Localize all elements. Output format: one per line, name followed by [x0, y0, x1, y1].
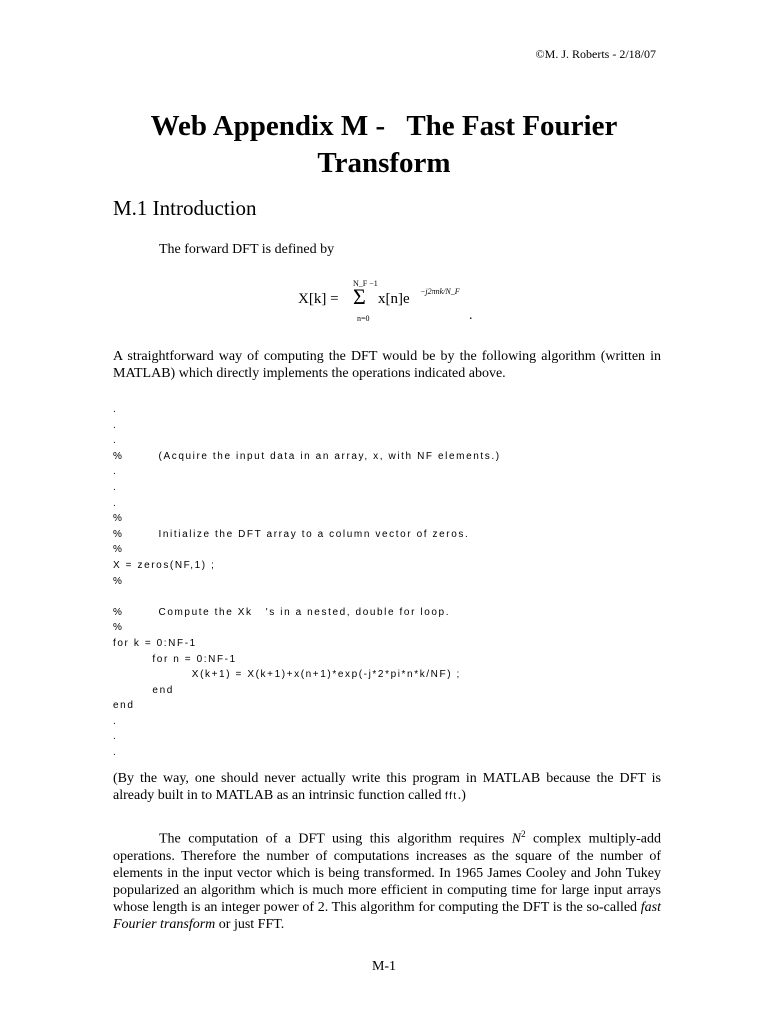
- code-line: .: [113, 435, 118, 447]
- formula-sigma: Σ: [353, 284, 366, 309]
- code-line: %: [113, 513, 124, 525]
- page-number: M-1: [371, 959, 397, 974]
- title-line-1: Web Appendix M - The Fast Fourier: [150, 110, 618, 142]
- code-line: % Compute the Xk 's in a nested, double for loop.: [113, 606, 451, 618]
- para2-text-after: .): [457, 788, 466, 803]
- title-line-2: Transform: [317, 147, 451, 179]
- code-line: .: [113, 466, 118, 478]
- fft-emphasis: fast Fourier transform: [113, 899, 661, 932]
- code-line: .: [113, 481, 118, 493]
- code-line: .: [113, 404, 118, 415]
- code-line: .: [113, 715, 118, 727]
- code-line: %: [113, 575, 124, 587]
- paragraph-by-the-way: [113, 770, 661, 805]
- code-line: .: [113, 747, 118, 759]
- para3-part2: complex multiply-add operations. Therefore the number of computations increases as the square of the number of elements in the input vector which is being transformed. In 1965 James Cooley and John Tukey popularized an algorithm which is much more efficient in computing time for large input arrays whose length is an integer power of 2. This algorithm for computing the DFT is the so-called: [113, 831, 661, 915]
- code-line: .: [113, 419, 118, 431]
- code-line: X(k+1) = X(k+1)+x(n+1)*exp(-j*2*pi*n*k/NF) ;: [113, 669, 461, 681]
- matlab-code-block: [113, 402, 501, 761]
- formula-dot: .: [469, 308, 473, 323]
- fft-code: fft: [445, 791, 458, 802]
- paragraph-computation: [113, 826, 661, 933]
- n-symbol: N: [511, 831, 522, 847]
- code-line: .: [113, 731, 118, 743]
- code-line: X = zeros(NF,1) ;: [113, 559, 216, 571]
- intro-text: The forward DFT is defined by: [159, 242, 335, 257]
- para3-part1: The computation of a DFT using this algorithm requires: [159, 831, 512, 847]
- page-title: [0, 108, 768, 182]
- formula-lower-limit: n=0: [357, 314, 370, 323]
- code-line: %: [113, 622, 124, 634]
- para3-part3: or just FFT.: [215, 916, 285, 932]
- section-heading: M.1 Introduction: [113, 196, 257, 220]
- code-line: .: [113, 497, 118, 509]
- paragraph-straightforward: A straightforward way of computing the DFT would be by the following algorithm (written in MATLAB) which directly implements the operations indicated above.: [113, 349, 661, 381]
- para2-text-before: (By the way, one should never actually write this program in MATLAB because the DFT is already built in to MATLAB as an intrinsic function called: [113, 771, 661, 803]
- code-line: for n = 0:NF-1: [113, 653, 237, 665]
- code-line: [113, 589, 501, 605]
- code-line: %: [113, 544, 124, 556]
- code-line: % (Acquire the input data in an array, x, with NF elements.): [113, 450, 501, 462]
- code-line: for k = 0:NF-1: [113, 637, 197, 649]
- formula-exponent: −j2πnk/N_F: [420, 287, 460, 296]
- code-line: % Initialize the DFT array to a column vector of zeros.: [113, 528, 470, 540]
- formula-upper-limit: N_F −1: [353, 279, 378, 288]
- formula-lhs: X[k] =: [298, 291, 339, 307]
- code-line: end: [113, 684, 174, 696]
- copyright-header: ©M. J. Roberts - 2/18/07: [535, 47, 656, 61]
- dft-formula: [298, 278, 498, 328]
- n-superscript: 2: [521, 829, 526, 839]
- code-line: end: [113, 700, 135, 712]
- formula-term: x[n]e: [378, 291, 410, 307]
